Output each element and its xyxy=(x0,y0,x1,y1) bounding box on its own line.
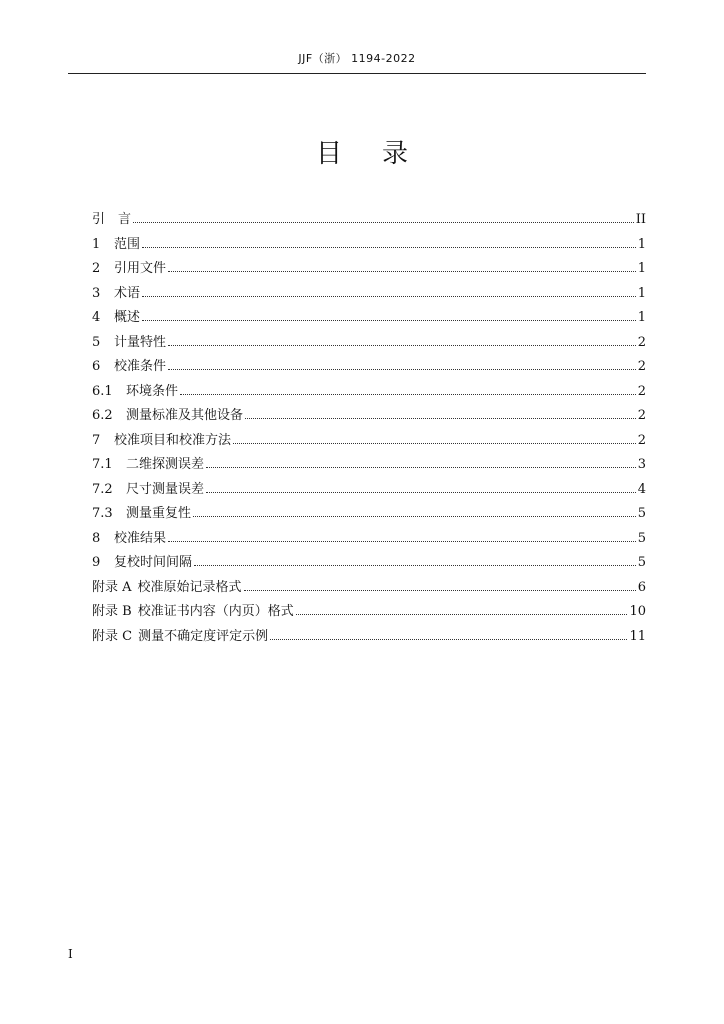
toc-entry-label: 测量重复性 xyxy=(126,506,192,521)
toc-entry-page: 1 xyxy=(637,261,646,276)
toc-entry-number: 7.3 xyxy=(92,506,113,521)
toc-entry-label: 校准项目和校准方法 xyxy=(114,432,232,448)
toc-entry-label: 计量特性 xyxy=(114,334,167,350)
toc-leader-dots xyxy=(245,418,636,419)
toc-leader-dots xyxy=(244,590,636,591)
toc-entry-page: 2 xyxy=(637,383,646,399)
toc-entry-label: 言 xyxy=(118,212,132,227)
running-header: JJF（浙） 1194-2022 xyxy=(298,52,416,65)
toc-entry-number: 附录 B xyxy=(92,604,132,619)
table-of-contents xyxy=(92,208,646,649)
toc-entry-number: 7 xyxy=(92,432,101,448)
toc-leader-dots xyxy=(193,516,636,517)
page-number: I xyxy=(68,947,73,961)
toc-entry-number: 7.2 xyxy=(92,481,113,497)
toc-entry-page: 6 xyxy=(637,579,646,595)
toc-entry[interactable] xyxy=(92,233,646,258)
toc-leader-dots xyxy=(296,614,628,615)
toc-leader-dots xyxy=(194,565,636,566)
toc-entry-number: 7.1 xyxy=(92,457,113,472)
toc-leader-dots xyxy=(270,639,627,640)
toc-entry-label: 引用文件 xyxy=(114,261,167,276)
page-title: 目录 xyxy=(315,139,448,169)
toc-entry[interactable] xyxy=(92,306,646,331)
toc-entry-page: 2 xyxy=(637,334,646,350)
toc-entry-number: 2 xyxy=(92,261,101,276)
toc-entry-label: 校准证书内容（内页）格式 xyxy=(137,604,294,619)
toc-entry-label: 概述 xyxy=(114,310,141,325)
toc-entry-label: 校准条件 xyxy=(114,359,167,374)
toc-leader-dots xyxy=(206,492,636,493)
toc-entry-page: 1 xyxy=(637,285,646,301)
toc-entry-number: 8 xyxy=(92,530,101,546)
toc-entry-label: 术语 xyxy=(114,285,141,301)
toc-entry[interactable] xyxy=(92,625,646,650)
toc-entry[interactable] xyxy=(92,600,646,625)
toc-leader-dots xyxy=(142,296,636,297)
toc-entry-page: 11 xyxy=(629,628,646,644)
toc-entry-page: 10 xyxy=(629,604,646,619)
toc-entry[interactable] xyxy=(92,208,646,233)
toc-entry[interactable] xyxy=(92,404,646,429)
toc-entry-label: 复校时间间隔 xyxy=(114,555,193,570)
toc-entry-page: 1 xyxy=(637,236,646,252)
toc-entry-page: 2 xyxy=(637,408,646,423)
toc-leader-dots xyxy=(142,247,636,248)
toc-entry-number: 附录 A xyxy=(92,579,132,595)
toc-entry-label: 范围 xyxy=(114,236,141,252)
toc-entry-page: 2 xyxy=(637,359,646,374)
toc-entry[interactable] xyxy=(92,257,646,282)
toc-leader-dots xyxy=(168,345,636,346)
toc-entry-page: 5 xyxy=(637,530,646,546)
toc-leader-dots xyxy=(168,541,636,542)
toc-entry-label: 环境条件 xyxy=(126,383,179,399)
toc-entry-number: 3 xyxy=(92,285,101,301)
toc-entry-number: 9 xyxy=(92,555,101,570)
toc-entry-number: 附录 C xyxy=(92,628,133,644)
toc-entry-label: 二维探测误差 xyxy=(126,457,205,472)
toc-entry[interactable] xyxy=(92,331,646,356)
toc-leader-dots xyxy=(133,222,634,223)
header-rule xyxy=(68,73,646,74)
toc-entry-label: 校准结果 xyxy=(114,530,167,546)
toc-leader-dots xyxy=(180,394,636,395)
toc-entry[interactable] xyxy=(92,282,646,307)
toc-entry-page: 5 xyxy=(637,555,646,570)
toc-leader-dots xyxy=(233,443,636,444)
toc-entry[interactable] xyxy=(92,355,646,380)
toc-entry-page: 4 xyxy=(637,481,646,497)
toc-entry-page: 1 xyxy=(637,310,646,325)
toc-leader-dots xyxy=(168,271,636,272)
toc-entry-label: 校准原始记录格式 xyxy=(137,579,242,595)
toc-entry[interactable] xyxy=(92,453,646,478)
toc-entry-page: 3 xyxy=(637,457,646,472)
toc-entry-page: 2 xyxy=(637,432,646,448)
toc-entry[interactable] xyxy=(92,429,646,454)
toc-entry-page: 5 xyxy=(637,506,646,521)
toc-entry-number: 引 xyxy=(92,212,106,227)
toc-entry-number: 6.1 xyxy=(92,383,113,399)
toc-entry[interactable] xyxy=(92,551,646,576)
toc-entry-label: 测量标准及其他设备 xyxy=(126,408,244,423)
toc-entry[interactable] xyxy=(92,380,646,405)
toc-entry-number: 5 xyxy=(92,334,101,350)
toc-entry-number: 1 xyxy=(92,236,101,252)
toc-entry[interactable] xyxy=(92,502,646,527)
toc-entry[interactable] xyxy=(92,478,646,503)
toc-entry-label: 测量不确定度评定示例 xyxy=(138,628,269,644)
toc-leader-dots xyxy=(168,369,636,370)
toc-entry-label: 尺寸测量误差 xyxy=(126,481,205,497)
toc-leader-dots xyxy=(142,320,636,321)
toc-entry[interactable] xyxy=(92,527,646,552)
toc-entry-number: 6 xyxy=(92,359,101,374)
toc-entry-number: 6.2 xyxy=(92,408,113,423)
toc-entry-number: 4 xyxy=(92,310,101,325)
toc-leader-dots xyxy=(206,467,636,468)
toc-entry[interactable] xyxy=(92,576,646,601)
toc-entry-page: II xyxy=(635,212,646,227)
